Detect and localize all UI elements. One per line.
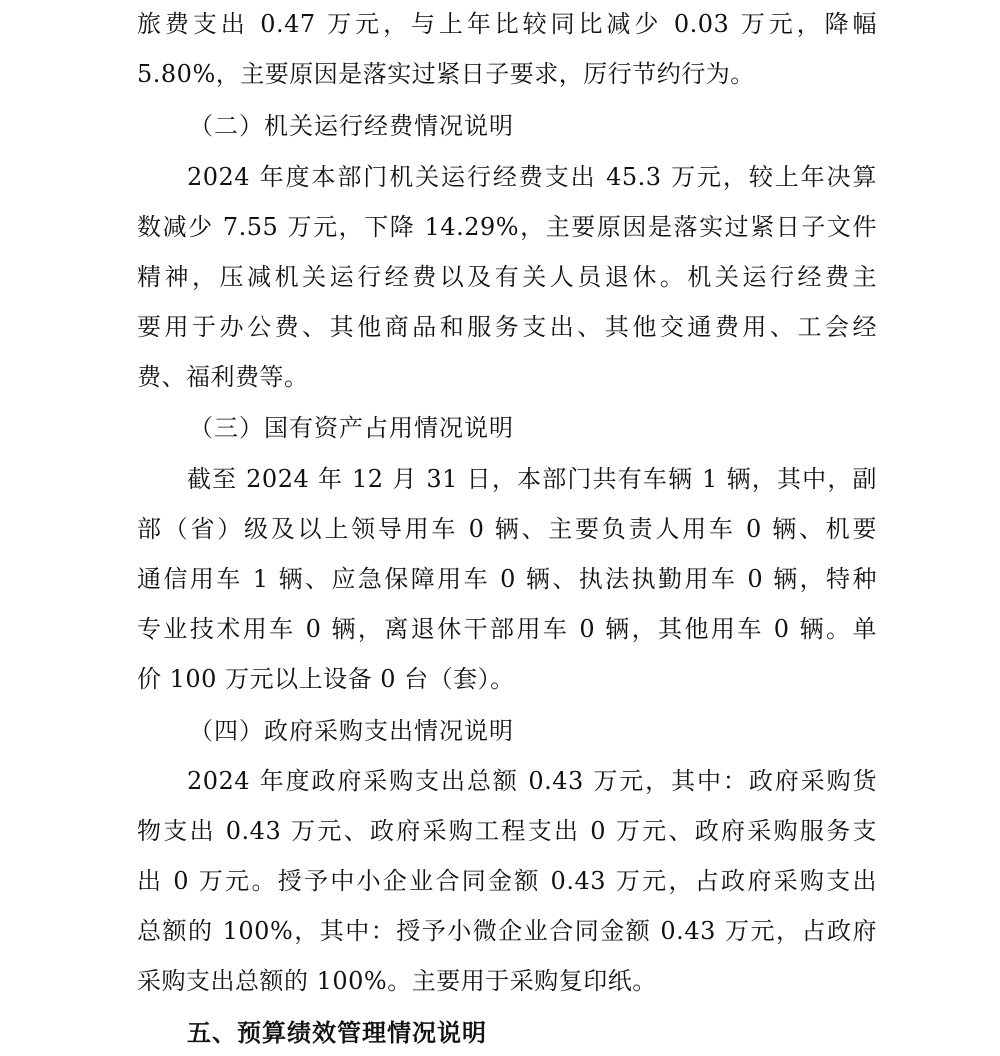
paragraph-line: 价 100 万元以上设备 0 台（套）。	[137, 665, 515, 693]
section-heading-2: （二）机关运行经费情况说明	[189, 112, 514, 140]
paragraph-line: 5.80%，主要原因是落实过紧日子要求，厉行节约行为。	[137, 60, 755, 88]
paragraph-line: 费、福利费等。	[137, 363, 309, 391]
paragraph-line: 要用于办公费、其他商品和服务支出、其他交通费用、工会经	[137, 313, 877, 341]
paragraph-line: 精神，压减机关运行经费以及有关人员退休。机关运行经费主	[137, 263, 877, 291]
paragraph-line: 物支出 0.43 万元、政府采购工程支出 0 万元、政府采购服务支	[137, 817, 877, 845]
section-heading-3: （三）国有资产占用情况说明	[189, 414, 514, 442]
paragraph-line: 专业技术用车 0 辆，离退休干部用车 0 辆，其他用车 0 辆。单	[137, 615, 877, 643]
paragraph-line: 部（省）级及以上领导用车 0 辆、主要负责人用车 0 辆、机要	[137, 515, 877, 543]
section-heading-4: （四）政府采购支出情况说明	[189, 717, 514, 745]
paragraph-line: 采购支出总额的 100%。主要用于采购复印纸。	[137, 967, 657, 995]
paragraph-line: 出 0 万元。授予中小企业合同金额 0.43 万元，占政府采购支出	[137, 867, 877, 895]
paragraph-line: 总额的 100%，其中：授予小微企业合同金额 0.43 万元，占政府	[137, 917, 877, 945]
paragraph-line: 2024 年度政府采购支出总额 0.43 万元，其中：政府采购货	[187, 767, 877, 795]
paragraph-line: 2024 年度本部门机关运行经费支出 45.3 万元，较上年决算	[187, 163, 877, 191]
paragraph-line: 截至 2024 年 12 月 31 日，本部门共有车辆 1 辆，其中，副	[187, 465, 877, 493]
paragraph-line: 旅费支出 0.47 万元，与上年比较同比减少 0.03 万元，降幅	[137, 10, 877, 38]
section-heading-five: 五、预算绩效管理情况说明	[187, 1019, 487, 1047]
paragraph-line: 通信用车 1 辆、应急保障用车 0 辆、执法执勤用车 0 辆，特种	[137, 565, 877, 593]
paragraph-line: 数减少 7.55 万元，下降 14.29%，主要原因是落实过紧日子文件	[137, 213, 877, 241]
